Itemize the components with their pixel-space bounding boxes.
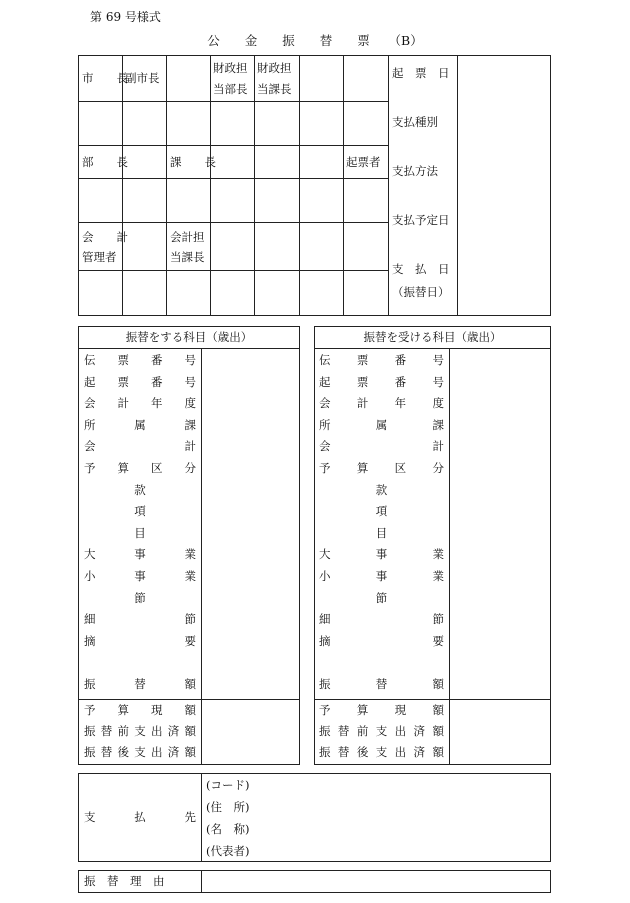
transfer-from-row-label: 款: [134, 482, 146, 497]
transfer-from-row-label: 伝 票 番 号: [84, 353, 196, 367]
transfer-to-row-label: 伝 票 番 号: [319, 353, 444, 367]
transfer-to-row-label: 小 事 業: [319, 569, 444, 583]
transfer-to-row-label: 項: [375, 504, 388, 519]
transfer-to-row-label: 会 計 年 度: [319, 396, 444, 411]
transfer-from-row-label: 会 計: [84, 439, 196, 454]
transfer-to-row-label: 摘 要: [319, 633, 444, 648]
transfer-date-label: （振替日）: [392, 285, 450, 299]
transfer-from-budget-row-label: 振 替 後 支 出 済 額: [84, 745, 196, 759]
transfer-from-row-label: 細 節: [84, 612, 196, 627]
transfer-from-row-label: 項: [134, 504, 146, 519]
transfer-to-row-label: 振 替 額: [319, 677, 444, 691]
mayor-label: 市 長: [82, 71, 128, 85]
payee-representative-label: (代表者): [206, 844, 250, 858]
vice-mayor-label: 副市長: [125, 71, 160, 85]
transfer-to-row-label: 細 節: [319, 612, 444, 627]
form-title: 公 金 振 替 票 （B）: [207, 33, 423, 48]
payment-date-label: 支 払 日: [392, 262, 450, 276]
accountant-label-1: 会 計: [82, 230, 128, 244]
transfer-from-budget-row-label: 予 算 現 額: [84, 703, 196, 717]
transfer-from-budget-row-label: 振 替 前 支 出 済 額: [84, 724, 196, 738]
finance-dept-head-label-1: 財政担: [213, 61, 248, 75]
payee-name-label: (名 称): [206, 822, 250, 836]
transfer-from-row-label: 予 算 区 分: [84, 461, 196, 475]
payee-code-label: (コード): [206, 778, 250, 792]
transfer-to-row-label: 会 計: [319, 439, 444, 454]
payment-method-label: 支払方法: [392, 164, 438, 178]
transfer-to-budget-row-label: 振 替 後 支 出 済 額: [319, 745, 444, 759]
transfer-to-row-label: 目: [375, 525, 388, 540]
transfer-from-header: 振替をする科目（歳出）: [125, 330, 253, 344]
transfer-from-row-label: 振 替 額: [84, 677, 196, 691]
transfer-from-row-label: 起 票 番 号: [84, 374, 196, 389]
transfer-from-row-label: 大 事 業: [84, 547, 196, 562]
transfer-to-row-label: 所 属 課: [319, 417, 444, 432]
finance-dept-head-label-2: 当部長: [213, 82, 248, 96]
transfer-from-row-label: 目: [134, 525, 146, 540]
scheduled-date-label: 支払予定日: [392, 213, 450, 227]
transfer-from-row-label: 会 計 年 度: [84, 396, 196, 411]
transfer-to-budget-row-label: 振 替 前 支 出 済 額: [319, 724, 444, 738]
section-head-label: 課 長: [170, 155, 216, 169]
form-number: 第 69 号様式: [90, 10, 161, 24]
dept-head-label: 部 長: [82, 155, 128, 169]
transfer-to-row-label: 予 算 区 分: [319, 461, 444, 475]
accountant-label-2: 管理者: [82, 250, 117, 264]
transfer-from-row-label: 所 属 課: [84, 417, 196, 432]
transfer-to-row-label: 節: [375, 590, 388, 605]
payee-address-label: (住 所): [206, 800, 250, 814]
transfer-from-row-label: 摘 要: [84, 633, 196, 648]
drafter-label: 起票者: [346, 155, 381, 169]
payment-type-label: 支払種別: [392, 115, 438, 129]
reason-label: 振 替 理 由: [84, 874, 165, 888]
accounting-section-head-label-2: 当課長: [170, 250, 205, 264]
transfer-to-header: 振替を受ける科目（歳出）: [363, 330, 502, 344]
transfer-to-row-label: 起 票 番 号: [319, 374, 444, 389]
transfer-from-row-label: 節: [134, 590, 146, 605]
transfer-to-row-label: 款: [375, 482, 388, 497]
transfer-to-row-label: 大 事 業: [319, 547, 444, 562]
payee-label: 支 払 先: [84, 810, 196, 824]
finance-section-head-label-2: 当課長: [257, 82, 292, 96]
draft-date-label: 起 票 日: [392, 66, 450, 80]
transfer-from-row-label: 小 事 業: [84, 569, 196, 583]
accounting-section-head-label-1: 会計担: [170, 230, 205, 244]
transfer-to-budget-row-label: 予 算 現 額: [319, 703, 444, 717]
finance-section-head-label-1: 財政担: [257, 61, 292, 75]
